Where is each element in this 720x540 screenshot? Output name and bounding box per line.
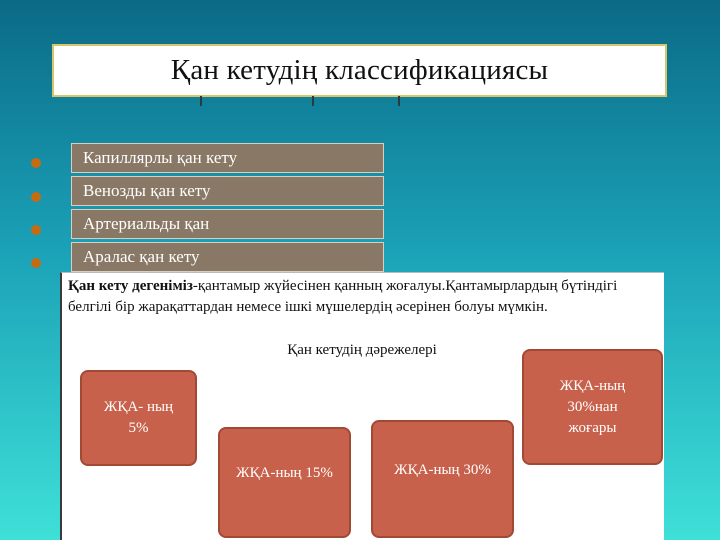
- slide-title: Қан кетудің классификациясы: [52, 44, 667, 97]
- definition-body: -қантамыр жүйесінен қанның жоғалуы.Қантамырлардың бүтіндігі белгілі бір жарақаттардан немесе ішкі мүшелердің әсерінен болуы мүмкін.: [68, 278, 618, 315]
- menu-item-mixed[interactable]: Аралас қан кету: [71, 242, 384, 272]
- level-card-30: [371, 420, 514, 538]
- bullet-icon: [31, 192, 41, 202]
- level-card-label: ЖҚА-ның 15%: [236, 465, 333, 481]
- menu-item-arterial[interactable]: Артериальды қан: [71, 209, 384, 239]
- bullet-icon: [31, 225, 41, 235]
- levels-title: Қан кетудің дәрежелері: [287, 342, 437, 358]
- menu-item-venous[interactable]: Венозды қан кету: [71, 176, 384, 206]
- level-card-over-30: [522, 349, 663, 465]
- menu-item-capillary[interactable]: Капиллярлы қан кету: [71, 143, 384, 173]
- level-card-label: ЖҚА-ның 30%: [394, 462, 491, 478]
- level-card-label: ЖҚА- ның 5%: [103, 399, 174, 436]
- bullet-icon: [31, 158, 41, 168]
- level-card-15: [218, 427, 351, 538]
- bullet-icon: [31, 258, 41, 268]
- level-card-label: ЖҚА-ның 30%нан жоғары: [559, 377, 626, 436]
- definition-text: [68, 276, 658, 318]
- title-shadow-decoration: [58, 96, 668, 106]
- definition-term: Қан кету дегеніміз: [68, 278, 193, 294]
- level-card-5: [80, 370, 197, 466]
